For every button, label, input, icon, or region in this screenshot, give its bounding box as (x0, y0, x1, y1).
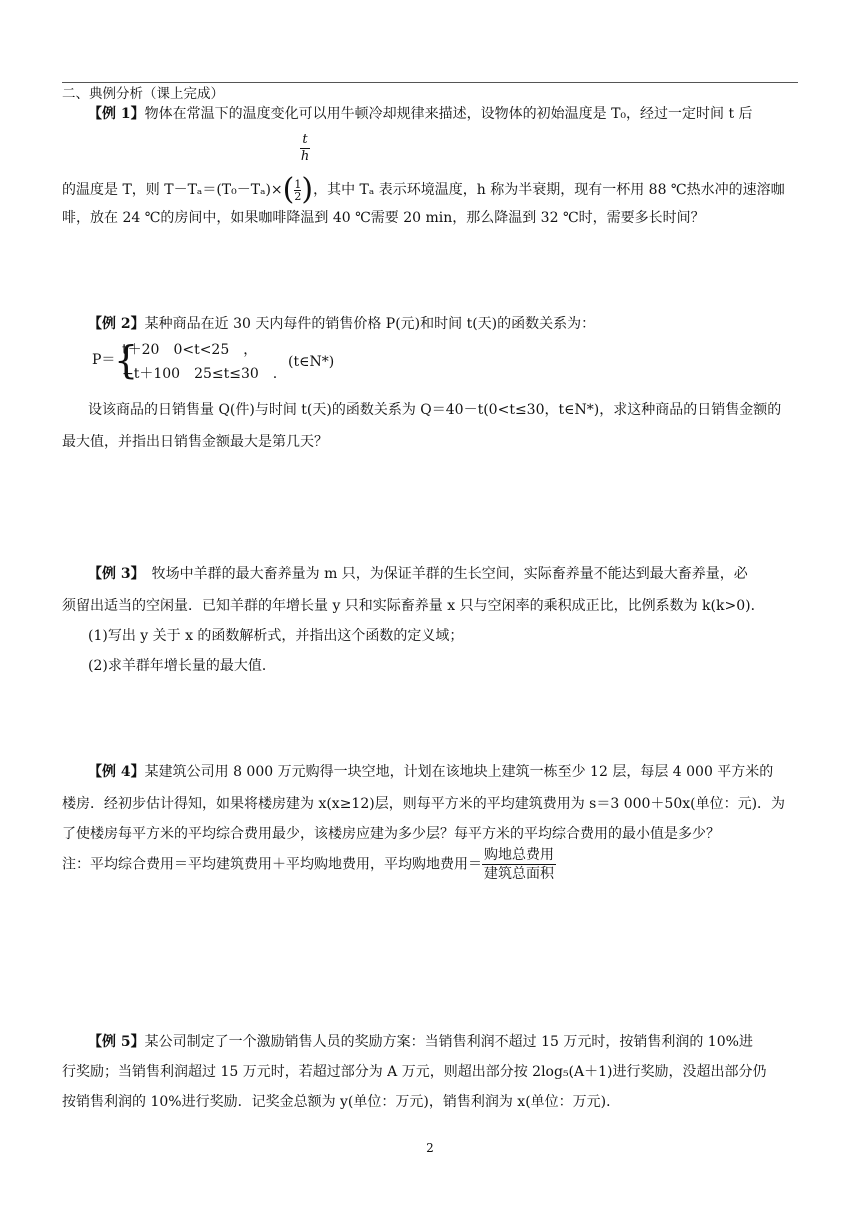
example-5-line-2: 行奖励；当销售利润超过 15 万元时，若超过部分为 A 万元，则超出部分按 2log₅(A＋1)进行奖励，没超出部分仍 (62, 1064, 767, 1080)
example-2-label: 【例 2】 (88, 316, 145, 332)
example-3-question-2: (2)求羊群年增长量的最大值． (88, 658, 276, 674)
example-4-line-2: 楼房．经初步估计得知，如果将楼房建为 x(x≥12)层，则每平方米的平均建筑费用为 s＝3 000＋50x(单位：元)．为 (62, 796, 786, 812)
example-3-question-1: (1)写出 y 关于 x 的函数解析式，并指出这个函数的定义域； (88, 628, 464, 644)
example-2-line-2: 设该商品的日销售量 Q(件)与时间 t(天)的函数关系为 Q＝40－t(0<t≤30，t∈N*)，求这种商品的日销售金额的 (88, 402, 782, 418)
piecewise-case-2: −t＋100 25≤t≤30 . (122, 366, 278, 382)
example-1-line-3: 啡，放在 24 ℃的房间中，如果咖啡降温到 40 ℃需要 20 min，那么降温到 32 ℃时，需要多长时间？ (62, 210, 705, 226)
cost-fraction: $\frac{\text{购地总费用}}{\text{建筑总面积}}$ (484, 847, 554, 882)
exponent-fraction: t h (300, 132, 310, 164)
example-4-line-1: 【例 4】某建筑公司用 8 000 万元购得一块空地，计划在该地块上建筑一栋至少 12 层，每层 4 000 平方米的 (88, 764, 774, 780)
piecewise-condition: (t∈N*) (288, 354, 335, 370)
example-1-line-2: 的温度是 T，则 T－Tₐ＝(T₀－Tₐ)×( $\frac{1}{2}$ )，其中 Tₐ 表示环境温度，h 称为半衰期，现有一杯用 88 ℃热水冲的速溶咖 (62, 172, 785, 207)
example-4-note: 注：平均综合费用＝平均建筑费用＋平均购地费用，平均购地费用＝ $\frac{\text{购地总费用}}{\text{建筑总面积}}$ (62, 847, 554, 882)
example-3-line-2: 须留出适当的空闲量．已知羊群的年增长量 y 只和实际畜养量 x 只与空闲率的乘积成正比，比例系数为 k(k>0)． (62, 598, 765, 614)
example-3-label: 【例 3】 (88, 566, 138, 582)
brace-symbol: { (114, 338, 139, 382)
page-number: 2 (426, 1141, 434, 1155)
example-2-line-1: 【例 2】某种商品在近 30 天内每件的销售价格 P(元)和时间 t(天)的函数关系为： (88, 316, 596, 332)
example-1-line-1: 【例 1】物体在常温下的温度变化可以用牛顿冷却规律来描述，设物体的初始温度是 T₀，经过一定时间 t 后 (88, 106, 753, 122)
example-5-label: 【例 5】 (88, 1034, 145, 1050)
section-title: 二、典例分析（课上完成） (62, 86, 224, 102)
example-2-line-3: 最大值，并指出日销售金额最大是第几天？ (62, 434, 328, 450)
example-4-label: 【例 4】 (88, 764, 145, 780)
example-5-line-3: 按销售利润的 10%进行奖励．记奖金总额为 y(单位：万元)，销售利润为 x(单位：万元)． (62, 1094, 621, 1110)
half-fraction: $\frac{1}{2}$ (294, 177, 302, 203)
example-4-line-3: 了使楼房每平方米的平均综合费用最少，该楼房应建为多少层？每平方米的平均综合费用的最小值是多少？ (62, 826, 720, 842)
piecewise-case-1: t＋20 0<t<25 ， (122, 342, 258, 358)
example-1-label: 【例 1】 (88, 106, 145, 122)
header-rule (62, 82, 798, 83)
example-5-line-1: 【例 5】某公司制定了一个激励销售人员的奖励方案：当销售利润不超过 15 万元时，按销售利润的 10%进 (88, 1034, 753, 1050)
example-3-line-1: 【例 3】 牧场中羊群的最大畜养量为 m 只，为保证羊群的生长空间，实际畜养量不能达到最大畜养量，必 (88, 566, 748, 582)
